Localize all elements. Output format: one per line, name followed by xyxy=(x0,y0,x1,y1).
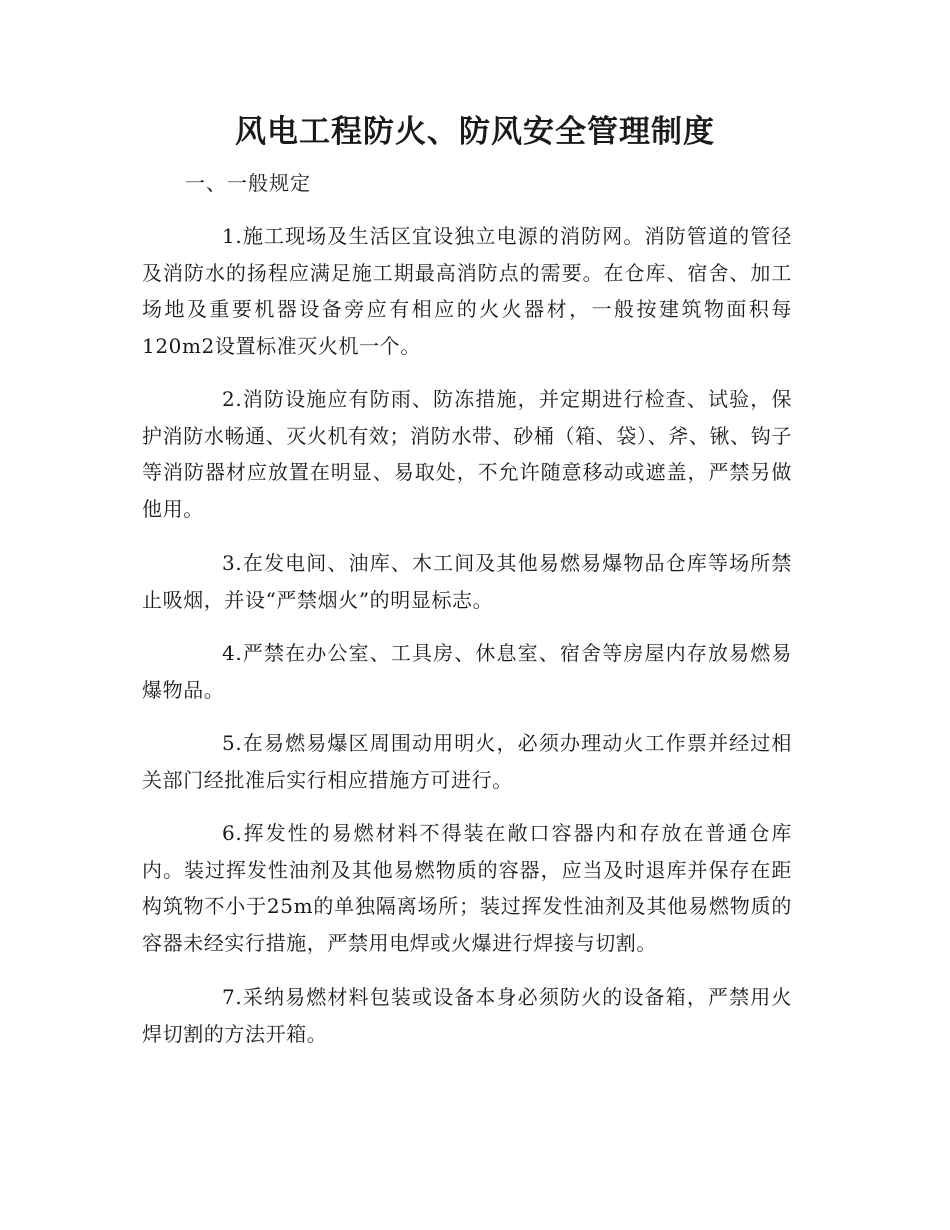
paragraph-text: 挥发性的易燃材料不得装在敞口容器内和存放在普通仓库内。装过挥发性油剂及其他易燃物质的容器，应当及时退库并保存在距构筑物不小于25m的单独隔离场所；装过挥发性油剂及其他易燃物质的容器未经实行措施，严禁用电焊或火爆进行焊接与切割。 xyxy=(142,821,792,955)
paragraph-5 xyxy=(142,725,792,798)
paragraph-number: 6. xyxy=(222,821,243,845)
paragraph-number: 7. xyxy=(222,985,243,1009)
paragraph-6 xyxy=(142,815,792,961)
paragraph-number: 4. xyxy=(222,641,243,665)
paragraph-text: 严禁在办公室、工具房、休息室、宿舍等房屋内存放易燃易爆物品。 xyxy=(142,641,792,702)
paragraph-text: 消防设施应有防雨、防冻措施，并定期进行检查、试验，保护消防水畅通、灭火机有效；消防水带、砂桶（箱、袋）、斧、锹、钩子等消防器材应放置在明显、易取处，不允许随意移动或遮盖，严禁另做他用。 xyxy=(142,387,792,521)
paragraph-number: 2. xyxy=(222,387,243,411)
paragraph-1 xyxy=(142,218,792,364)
paragraph-text: 施工现场及生活区宜设独立电源的消防网。消防管道的管径及消防水的扬程应满足施工期最高消防点的需要。在仓库、宿舍、加工场地及重要机器设备旁应有相应的火火器材，一般按建筑物面积每120m2设置标准灭火机一个。 xyxy=(142,224,792,358)
paragraph-3 xyxy=(142,545,792,618)
paragraph-4 xyxy=(142,635,792,708)
paragraph-number: 1. xyxy=(222,224,243,248)
paragraph-7 xyxy=(142,979,792,1052)
paragraph-text: 采纳易燃材料包装或设备本身必须防火的设备箱，严禁用火焊切割的方法开箱。 xyxy=(142,985,792,1046)
paragraph-number: 3. xyxy=(222,551,243,575)
paragraph-text: 在易燃易爆区周围动用明火，必须办理动火工作票并经过相关部门经批准后实行相应措施方可进行。 xyxy=(142,731,792,792)
section-heading: 一、一般规定 xyxy=(185,171,311,195)
paragraph-number: 5. xyxy=(222,731,243,755)
paragraph-2 xyxy=(142,381,792,527)
document-title: 风电工程防火、防风安全管理制度 xyxy=(235,114,715,150)
paragraph-text: 在发电间、油库、木工间及其他易燃易爆物品仓库等场所禁止吸烟，并设“严禁烟火”的明显标志。 xyxy=(142,551,792,612)
